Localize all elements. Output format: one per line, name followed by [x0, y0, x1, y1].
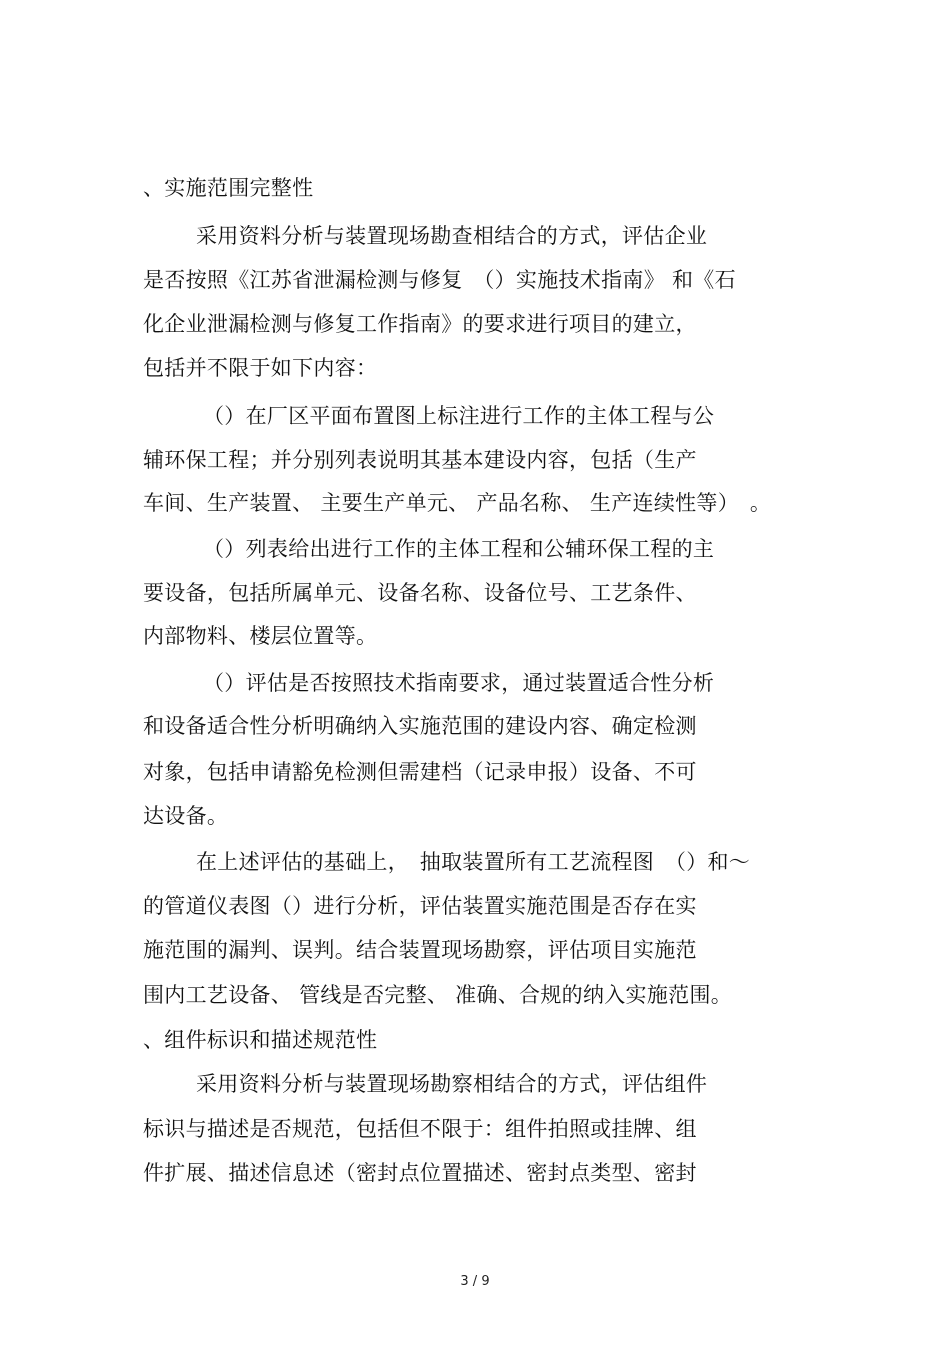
- paragraph-line: 施范围的漏判、误判。结合装置现场勘察，评估项目实施范: [143, 938, 697, 962]
- paragraph-line: 件扩展、描述信息述（密封点位置描述、密封点类型、密封: [143, 1161, 697, 1185]
- paragraph-line: 在上述评估的基础上， 抽取装置所有工艺流程图 （）和～: [196, 850, 751, 874]
- paragraph-line: 达设备。: [143, 804, 229, 828]
- paragraph-line: 采用资料分析与装置现场勘察相结合的方式，评估组件: [196, 1072, 708, 1096]
- paragraph-line: （）在厂区平面布置图上标注进行工作的主体工程与公: [203, 404, 715, 428]
- paragraph-line: 车间、生产装置、 主要生产单元、 产品名称、 生产连续性等） 。: [143, 491, 772, 515]
- paragraph-line: 对象，包括申请豁免检测但需建档（记录申报）设备、不可: [143, 760, 697, 784]
- paragraph-line: （）评估是否按照技术指南要求，通过装置适合性分析: [203, 671, 715, 695]
- paragraph-line: 内部物料、楼层位置等。: [143, 624, 378, 648]
- paragraph-line: 围内工艺设备、 管线是否完整、 准确、合规的纳入实施范围。: [143, 983, 733, 1007]
- paragraph-line: 和设备适合性分析明确纳入实施范围的建设内容、确定检测: [143, 714, 697, 738]
- section-heading: 、组件标识和描述规范性: [143, 1028, 378, 1052]
- paragraph-line: 的管道仪表图（）进行分析，评估装置实施范围是否存在实: [143, 894, 697, 918]
- paragraph-line: （）列表给出进行工作的主体工程和公辅环保工程的主: [203, 537, 715, 561]
- paragraph-line: 要设备，包括所属单元、设备名称、设备位号、工艺条件、: [143, 581, 697, 605]
- paragraph-line: 化企业泄漏检测与修复工作指南》的要求进行项目的建立，: [143, 312, 697, 336]
- paragraph-line: 辅环保工程；并分别列表说明其基本建设内容，包括（生产: [143, 448, 697, 472]
- paragraph-line: 标识与描述是否规范，包括但不限于：组件拍照或挂牌、组: [143, 1117, 697, 1141]
- section-heading: 、实施范围完整性: [143, 176, 314, 200]
- paragraph-line: 包括并不限于如下内容：: [143, 356, 378, 380]
- paragraph-line: 采用资料分析与装置现场勘查相结合的方式，评估企业: [196, 224, 708, 248]
- page-number: 3 / 9: [460, 1274, 490, 1289]
- paragraph-line: 是否按照《江苏省泄漏检测与修复 （）实施技术指南》 和《石: [143, 268, 736, 292]
